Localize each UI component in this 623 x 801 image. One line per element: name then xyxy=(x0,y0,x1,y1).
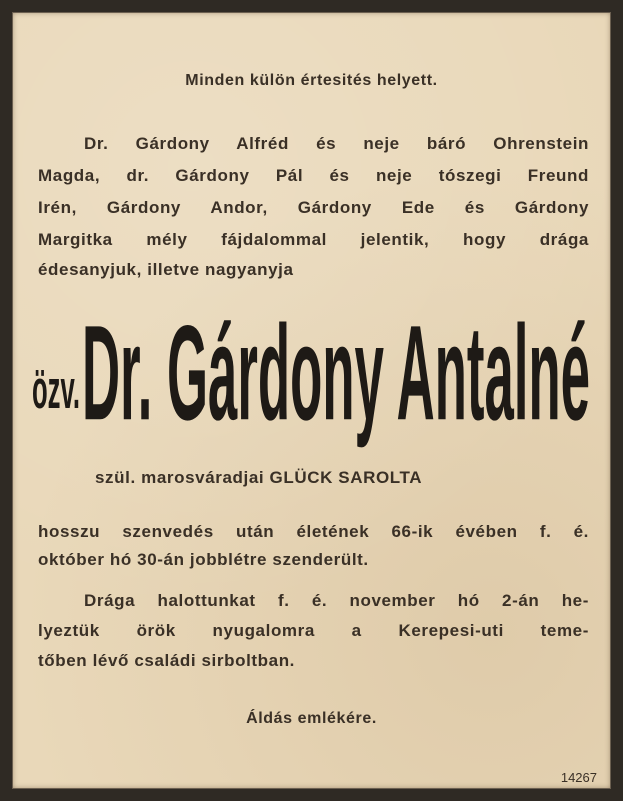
ad-number: 14267 xyxy=(560,770,597,785)
closing: Áldás emlékére. xyxy=(246,710,377,727)
maiden-name: szül. marosváradjai GLÜCK SAROLTA xyxy=(95,468,423,487)
name-prefix: özv. xyxy=(32,358,80,420)
intro-line: édesanyjuk, illetve nagyanyja xyxy=(38,260,294,279)
death-line: hosszu szenvedés után életének 66-ik évében f. é. xyxy=(38,522,589,541)
deceased-name: Dr. Gárdony Antalné xyxy=(82,296,590,449)
intro-line: Magda, dr. Gárdony Pál és neje tószegi Freund xyxy=(38,166,589,185)
intro-line: Margitka mély fájdalommal jelentik, hogy drága xyxy=(38,230,589,249)
heading: Minden külön értesités helyett. xyxy=(185,72,438,89)
death-line: október hó 30-án jobblétre szenderült. xyxy=(38,550,369,569)
burial-line: Drága halottunkat f. é. november hó 2-án he- xyxy=(84,591,589,610)
intro-line: Irén, Gárdony Andor, Gárdony Ede és Gárdony xyxy=(38,198,589,217)
burial-line: lyeztük örök nyugalomra a Kerepesi-uti teme- xyxy=(38,621,589,640)
burial-line: tőben lévő családi sirboltban. xyxy=(38,651,295,670)
intro-line: Dr. Gárdony Alfréd és neje báró Ohrenstein xyxy=(84,134,589,153)
